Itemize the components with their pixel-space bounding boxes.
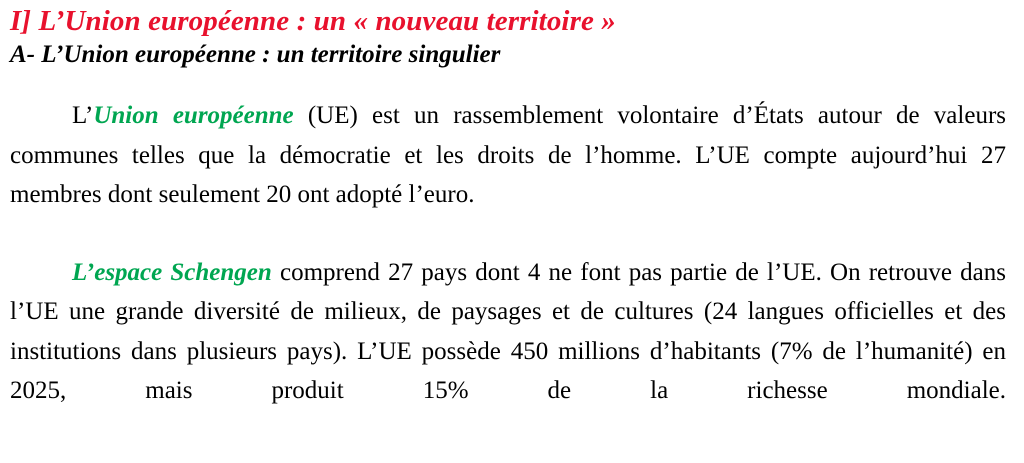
heading-subsection: A- L’Union européenne : un territoire singulier (10, 41, 501, 69)
paragraph-body-text: comprend 27 pays dont 4 ne font pas partie de l’UE. On retrouve dans l’UE une grande diversité de milieux, de paysages et de cultures (24 langues officielles et des institutions dans plusieurs pays). L’UE possède 450 millions d’habitants (7% de l’humanité) en 2025, mais produit 15% de la richesse mondiale. (10, 258, 1007, 405)
paragraph-body-text: (UE) est un rassemblement volontaire d’États autour de valeurs communes telles que la démocratie et les droits de l’homme. L’UE compte aujourd’hui 27 membres dont seulement 20 ont adopté l’euro. (10, 102, 1006, 209)
emphasis-union-europeenne: Union européenne (93, 102, 294, 130)
paragraph-union-europeenne (10, 96, 1006, 215)
paragraph-espace-schengen (10, 253, 1006, 451)
paragraph-lead-text: L’ (72, 102, 94, 130)
heading-main: I] L’Union européenne : un « nouveau territoire » (10, 5, 616, 37)
emphasis-espace-schengen: L’espace Schengen (72, 258, 272, 286)
